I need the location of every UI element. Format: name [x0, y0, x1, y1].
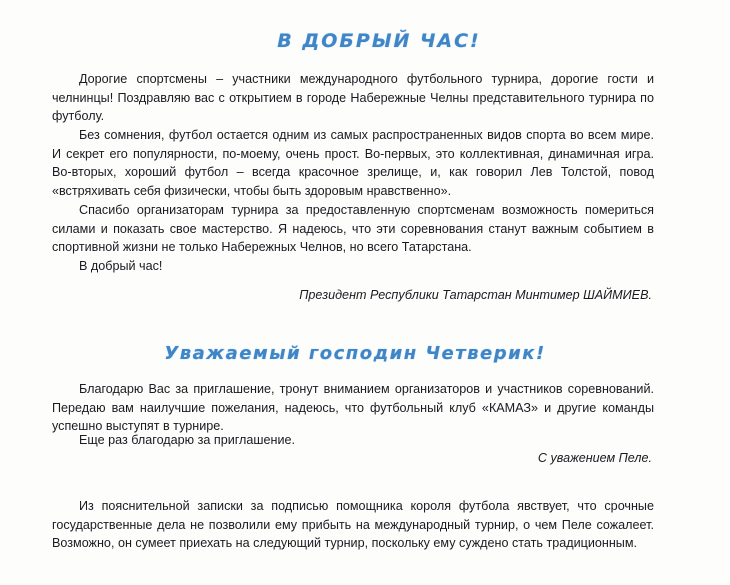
greeting-paragraph-3: Спасибо организаторам турнира за предоставленную спортсменам возможность помериться силами и показать свое мастерство. Я надеюсь, что эти соревнования станут важным событием в спортивной жизни не только Набережных Челнов, но всего Татарстана.	[52, 203, 654, 255]
greeting-title: В ДОБРЫЙ ЧАС!	[277, 30, 481, 52]
letter-paragraph-2: Еще раз благодарю за приглашение.	[79, 433, 296, 447]
greeting-paragraph-1: Дорогие спортсмены – участники международного футбольного турнира, дорогие гости и челнинцы! Поздравляю вас с открытием в городе Набережные Челны представительного турнира по футболу.	[52, 72, 654, 124]
greeting-paragraph-4: В добрый час!	[79, 259, 163, 273]
pele-signature: С уважением Пеле.	[537, 451, 652, 465]
letter-paragraph-1: Благодарю Вас за приглашение, тронут вниманием организаторов и участников соревнований. Передаю вам наилучшие пожелания, надеюсь, что футбольный клуб «КАМАЗ» и другие команды успешно выступят в турнире.	[52, 382, 654, 434]
president-signature: Президент Республики Татарстан Минтимер ШАЙМИЕВ.	[299, 288, 652, 302]
letter-title: Уважаемый господин Четверик!	[164, 343, 546, 364]
greeting-paragraph-2: Без сомнения, футбол остается одним из самых распространенных видов спорта во всем мире. И секрет его популярности, по-моему, очень прост. Во-первых, это коллективная, динамичная игра. Во-вторых, хороший футбол – всегда красочное зрелище, и, как говорил Лев Толстой, повод «встряхивать себя физически, чтобы быть здоровым нравственно».	[52, 128, 654, 199]
note-paragraph: Из пояснительной записки за подписью помощника короля футбола явствует, что срочные государственные дела не позволили ему прибыть на международный турнир, о чем Пеле сожалеет. Возможно, он сумеет приехать на следующий турнир, поскольку ему суждено стать традиционным.	[52, 499, 654, 551]
